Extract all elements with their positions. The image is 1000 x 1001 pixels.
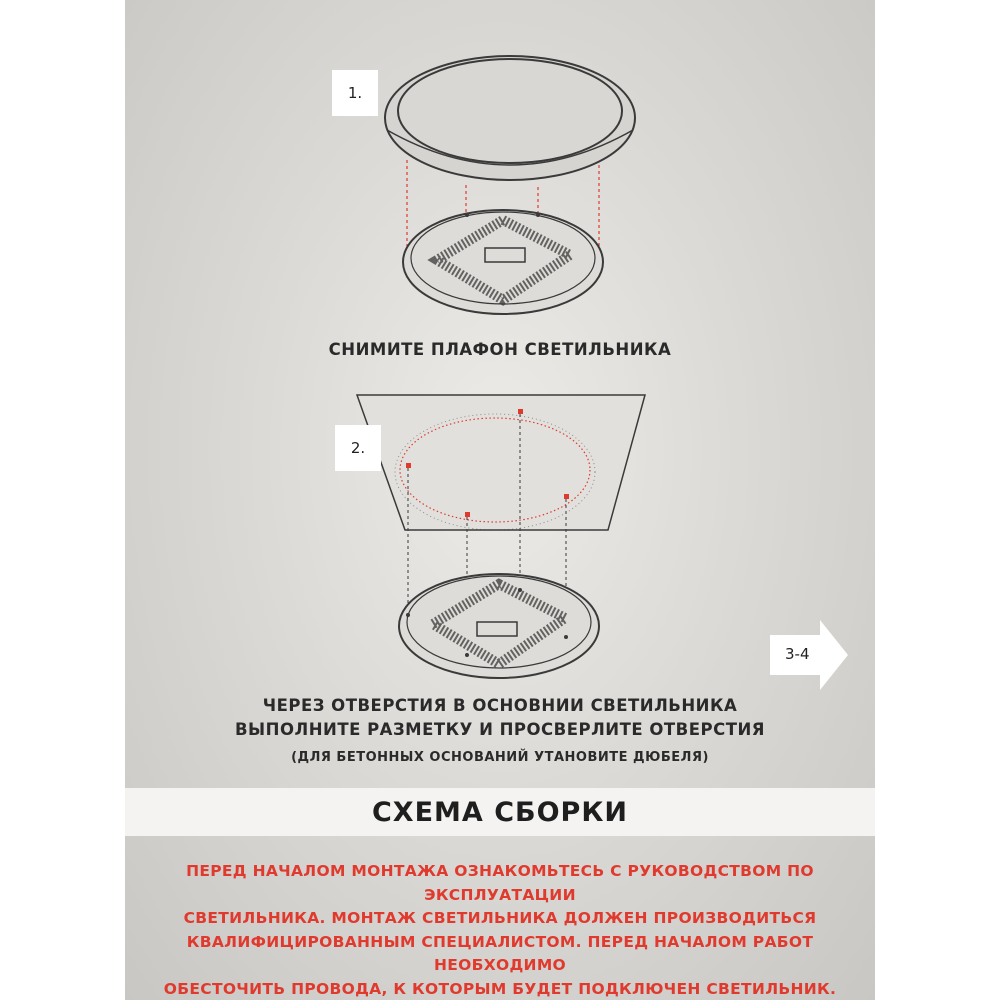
warning-line-1: ПЕРЕД НАЧАЛОМ МОНТАЖА ОЗНАКОМЬТЕСЬ С РУКОВОДСТВОМ ПО ЭКСПЛУАТАЦИИ: [145, 860, 855, 907]
step-2-caption-note: (ДЛЯ БЕТОННЫХ ОСНОВАНИЙ УТАНОВИТЕ ДЮБЕЛЯ): [125, 750, 875, 765]
warning-line-3: КВАЛИФИЦИРОВАННЫМ СПЕЦИАЛИСТОМ. ПЕРЕД НАЧАЛОМ РАБОТ НЕОБХОДИМО: [145, 931, 855, 978]
step-1-number-text: 1.: [348, 84, 362, 102]
warning-line-4: ОБЕСТОЧИТЬ ПРОВОДА, К КОТОРЫМ БУДЕТ ПОДКЛЮЧЕН СВЕТИЛЬНИК.: [145, 978, 855, 1001]
base-illustration-1: [403, 210, 603, 314]
next-step-label: 3-4: [785, 645, 810, 663]
step-2-caption-line2: ВЫПОЛНИТЕ РАЗМЕТКУ И ПРОСВЕРЛИТЕ ОТВЕРСТИЯ: [125, 720, 875, 739]
step-2-caption-line1: ЧЕРЕЗ ОТВЕРСТИЯ В ОСНОВНИИ СВЕТИЛЬНИКА: [125, 696, 875, 715]
shade-illustration: [385, 56, 635, 180]
safety-warning: [145, 860, 855, 1001]
assembly-diagram: [125, 0, 875, 1000]
instruction-panel: [125, 0, 875, 1000]
assembly-scheme-title: СХЕМА СБОРКИ: [125, 788, 875, 836]
warning-line-2: СВЕТИЛЬНИКА. МОНТАЖ СВЕТИЛЬНИКА ДОЛЖЕН ПРОИЗВОДИТЬСЯ: [145, 907, 855, 931]
step-2-number-text: 2.: [351, 439, 365, 457]
next-step-arrow-icon: [770, 620, 850, 690]
step-1-number: [332, 70, 378, 116]
ceiling-plane: [357, 395, 645, 530]
base-illustration-2: [399, 574, 599, 678]
step-1-caption: СНИМИТЕ ПЛАФОН СВЕТИЛЬНИКА: [125, 340, 875, 359]
step-2-number: [335, 425, 381, 471]
